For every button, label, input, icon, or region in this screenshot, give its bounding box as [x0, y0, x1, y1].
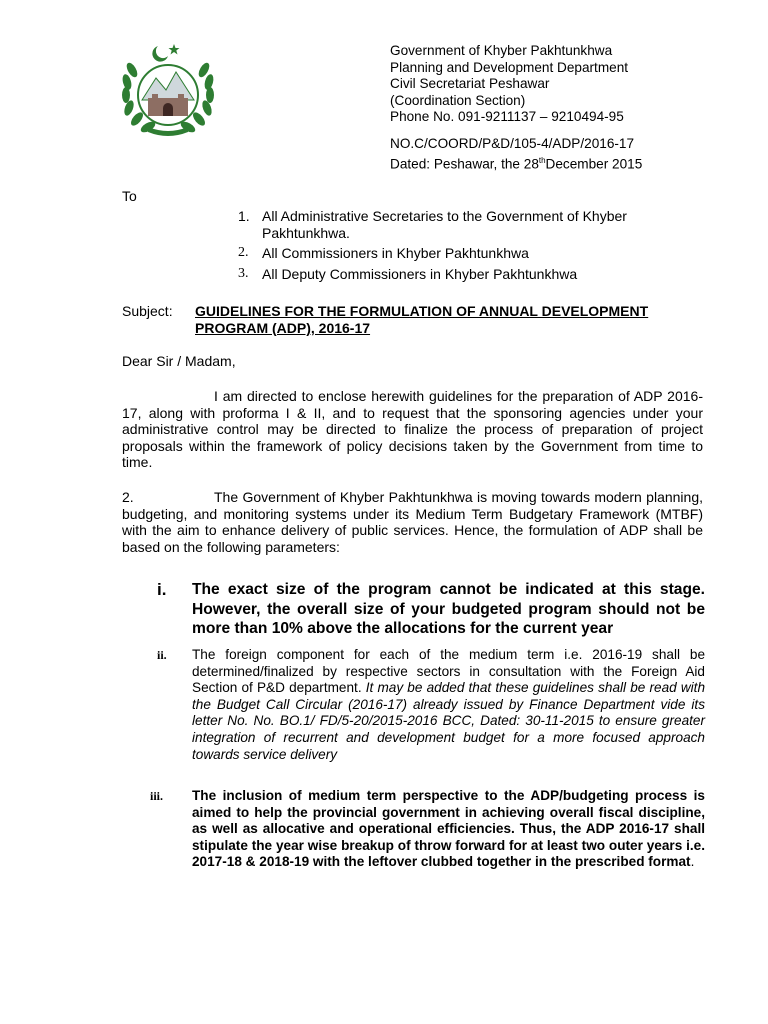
item-text-period: .	[690, 854, 695, 870]
paragraph-2	[122, 489, 703, 555]
item-number: iii.	[150, 789, 164, 803]
item-number: i.	[157, 580, 167, 599]
addressee-text: All Deputy Commissioners in Khyber Pakhtunkhwa	[262, 265, 578, 282]
khyber-pakhtunkhwa-emblem-icon	[118, 40, 218, 140]
salutation: Dear Sir / Madam,	[122, 353, 236, 369]
addressee-item	[238, 208, 678, 241]
addressee-number: 2.	[238, 245, 249, 260]
addressee-number: 1.	[238, 208, 250, 224]
letterhead-department: Planning and Development Department	[390, 59, 629, 75]
letterhead-government: Government of Khyber Pakhtunkhwa	[390, 43, 613, 58]
item-text-italic: It may be added that these guidelines shall be read with the Budget Call Circular (2016-17) already issued by Finance Department vide its letter No. No. BO.1/ FD/5-20/2015-2016 BCC, Dated: 30-11-2015 to ensure greater integration of recurrent and development budget for a more focused approach towards service delivery	[192, 680, 706, 762]
paragraph-1	[122, 388, 703, 471]
item-number: ii.	[157, 648, 167, 662]
addressee-list	[238, 208, 678, 286]
item-text-plain: The foreign component for each of the medium term i.e. 2016-19 shall be determined/finalized by respective sectors in consultation with the Foreign Aid Section of P&D department.	[192, 647, 705, 696]
subject-title: GUIDELINES FOR THE FORMULATION OF ANNUAL DEVELOPMENT PROGRAM (ADP), 2016-17	[195, 303, 649, 336]
letterhead-phone: Phone No. 091-9211137 – 9210494-95	[390, 109, 624, 124]
paragraph-text: The Government of Khyber Pakhtunkhwa is moving towards modern planning, budgeting, and monitoring systems under its Medium Term Budgetary Framework (MTBF) with the aim to enhance delivery of public services. Hence, the formulation of ADP shall be based on the following parameters:	[122, 489, 703, 555]
letterhead	[390, 43, 628, 126]
paragraph-number: 2.	[122, 489, 134, 505]
addressee-number: 3.	[238, 265, 249, 281]
reference-date	[390, 153, 642, 173]
addressee-text: All Commissioners in Khyber Pakhtunkhwa	[262, 245, 529, 261]
to-label: To	[122, 188, 137, 204]
reference-number: NO.C/COORD/P&D/105-4/ADP/2016-17	[390, 136, 635, 151]
item-text-bold: The inclusion of medium term perspective to the ADP/budgeting process is aimed to help the provincial government in achieving overall fiscal discipline, as well as allocative and operational efficiencies. Thus, the ADP 2016-17 shall stipulate the year wise breakup of throw forward for at least two outer years i.e. 2017-18 & 2018-19 with the leftover clubbed together in the prescribed format	[192, 788, 705, 870]
date-ordinal: th	[538, 155, 546, 165]
date-suffix: December 2015	[545, 156, 643, 172]
subject-label: Subject:	[122, 303, 173, 319]
letterhead-secretariat: Civil Secretariat Peshawar	[390, 76, 550, 91]
addressee-item	[238, 266, 678, 283]
addressee-item	[238, 245, 678, 262]
paragraph-text: I am directed to enclose herewith guidelines for the preparation of ADP 2016-17, along with proforma I & II, and to request that the sponsoring agencies under your administrative control may be directed to finalize the process of preparation of project proposals within the framework of policy decisions taken by the Government from time to time.	[122, 388, 703, 470]
item-text	[192, 647, 705, 763]
date-prefix: Dated: Peshawar, the 28	[390, 156, 539, 172]
addressee-text: All Administrative Secretaries to the Government of Khyber Pakhtunkhwa.	[262, 208, 627, 241]
reference-block	[390, 136, 642, 173]
letterhead-section: (Coordination Section)	[390, 92, 526, 108]
item-text	[192, 788, 705, 871]
item-text: The exact size of the program cannot be indicated at this stage. However, the overall size of your budgeted program should not be more than 10% above the allocations for the current year	[192, 581, 705, 637]
